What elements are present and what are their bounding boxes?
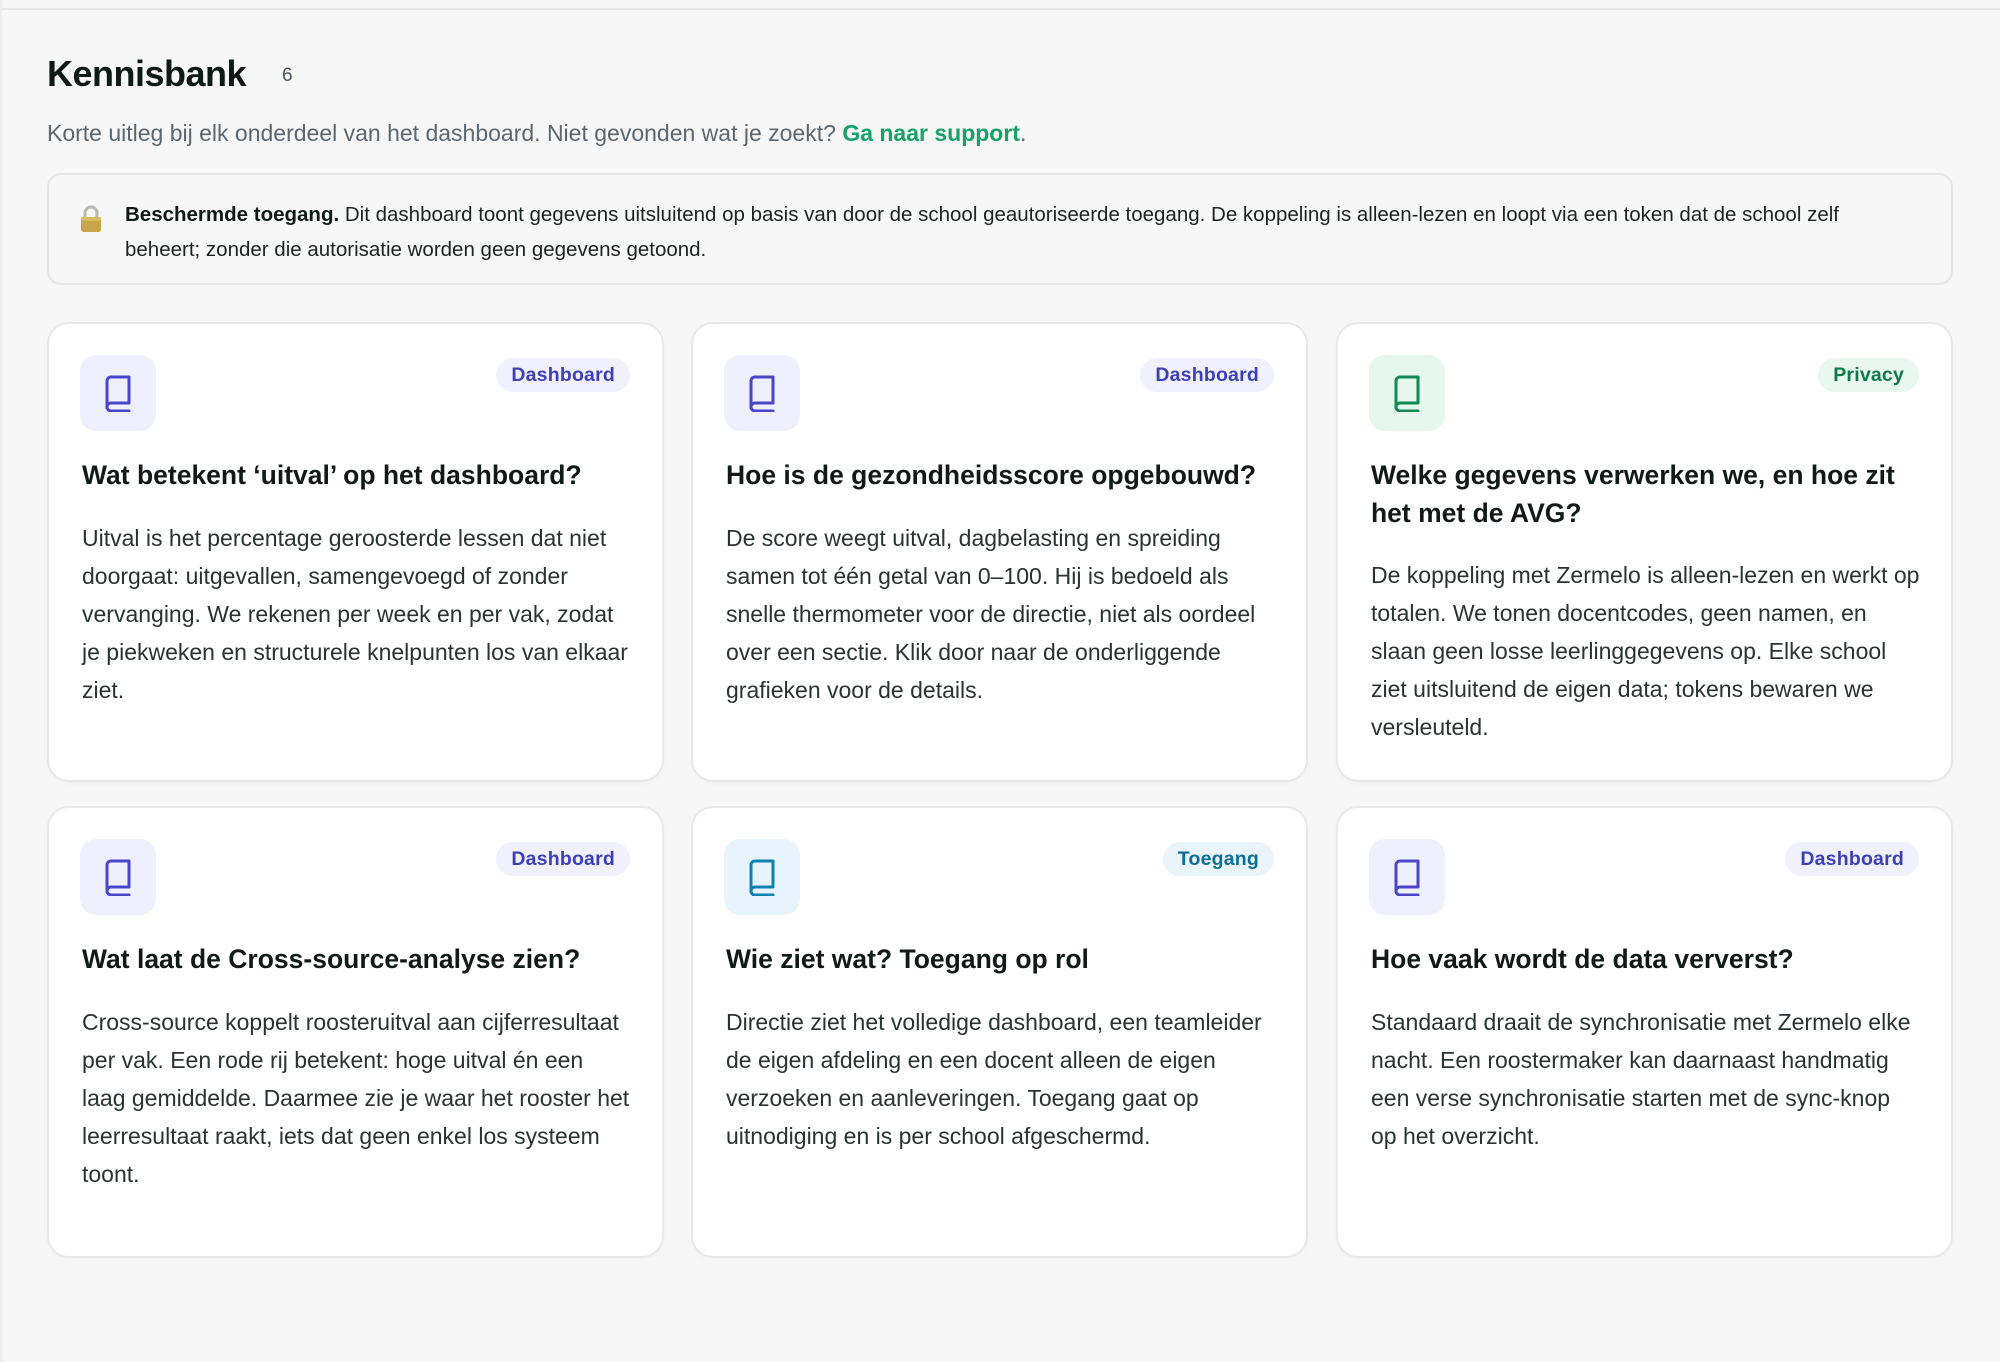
page-subtitle	[47, 120, 1953, 147]
header	[47, 48, 1953, 100]
card-body: De score weegt uitval, dagbelasting en spreiding samen tot één getal van 0–100. Hij is bedoeld als snelle thermometer voor de directie, niet als oordeel over een sectie. Klik door naar de onderliggende grafieken voor de details.	[726, 525, 1256, 703]
article-card[interactable]	[1336, 806, 1953, 1258]
notice-body: Dit dashboard toont gegevens uitsluitend op basis van door de school geautoriseerde toegang. De koppeling is alleen-lezen en loopt via een token dat de school zelf beheert; zonder die autorisatie worden geen gegevens getoond.	[125, 203, 1839, 261]
article-count: 6	[282, 65, 293, 86]
card-icon-box	[80, 839, 156, 915]
article-card[interactable]	[691, 322, 1308, 782]
protected-access-notice	[47, 173, 1953, 285]
card-icon-box	[1369, 839, 1445, 915]
subtitle-end: .	[1019, 120, 1027, 146]
card-icon-box	[724, 355, 800, 431]
support-link[interactable]: Ga naar support	[842, 120, 1020, 146]
knowledge-base-page	[47, 48, 1953, 1187]
card-icon-box	[80, 355, 156, 431]
card-icon-box	[724, 839, 800, 915]
subtitle-text: Korte uitleg bij elk onderdeel van het dashboard. Niet gevonden wat je zoekt?	[47, 120, 836, 146]
category-badge: Toegang	[1163, 842, 1274, 876]
book-icon	[101, 374, 135, 412]
card-body: Uitval is het percentage geroosterde lessen dat niet doorgaat: uitgevallen, samengevoegd of zonder vervanging. We rekenen per week en per vak, zodat je piekweken en structurele knelpunten los van elkaar ziet.	[82, 525, 628, 703]
book-icon	[1390, 858, 1424, 896]
card-title: Hoe is de gezondheidsscore opgebouwd?	[726, 460, 1257, 490]
card-title: Welke gegevens verwerken we, en hoe zit het met de AVG?	[1371, 460, 1895, 528]
category-badge: Dashboard	[496, 358, 630, 392]
card-body: Directie ziet het volledige dashboard, een teamleider de eigen afdeling en een docent alleen de eigen verzoeken en aanleveringen. Toegang gaat op uitnodiging en is per school afgeschermd.	[726, 1009, 1262, 1149]
top-border	[0, 0, 2000, 10]
book-icon	[1390, 374, 1424, 412]
category-badge: Dashboard	[496, 842, 630, 876]
lock-icon	[79, 204, 103, 234]
category-badge: Dashboard	[1140, 358, 1274, 392]
notice-text	[125, 197, 1911, 267]
notice-bold: Beschermde toegang.	[125, 203, 340, 226]
category-badge: Privacy	[1818, 358, 1919, 392]
card-body: Cross-source koppelt roosteruitval aan cijferresultaat per vak. Een rode rij betekent: hoge uitval én een laag gemiddelde. Daarmee zie je waar het rooster het leerresultaat raakt, iets dat geen enkel los systeem toont.	[82, 1009, 630, 1187]
book-icon	[745, 374, 779, 412]
article-card[interactable]	[1336, 322, 1953, 782]
article-card[interactable]	[691, 806, 1308, 1258]
card-icon-box	[1369, 355, 1445, 431]
card-body: De koppeling met Zermelo is alleen-lezen en werkt op totalen. We tonen docentcodes, geen namen, en slaan geen losse leerlinggegevens op. Elke school ziet uitsluitend de eigen data; tokens bewaren we versleuteld.	[1371, 562, 1920, 740]
card-title: Wat betekent ‘uitval’ op het dashboard?	[82, 460, 582, 490]
article-card[interactable]	[47, 806, 664, 1258]
book-icon	[745, 858, 779, 896]
left-border	[0, 0, 2, 1362]
book-icon	[101, 858, 135, 896]
card-title: Wat laat de Cross-source-analyse zien?	[82, 944, 581, 974]
category-badge: Dashboard	[1785, 842, 1919, 876]
article-card[interactable]	[47, 322, 664, 782]
page-title: Kennisbank	[47, 53, 247, 94]
card-title: Hoe vaak wordt de data ververst?	[1371, 944, 1794, 974]
card-body: Standaard draait de synchronisatie met Zermelo elke nacht. Een roostermaker kan daarnaast handmatig een verse synchronisatie starten met de sync-knop op het overzicht.	[1371, 1009, 1911, 1149]
card-title: Wie ziet wat? Toegang op rol	[726, 944, 1089, 974]
